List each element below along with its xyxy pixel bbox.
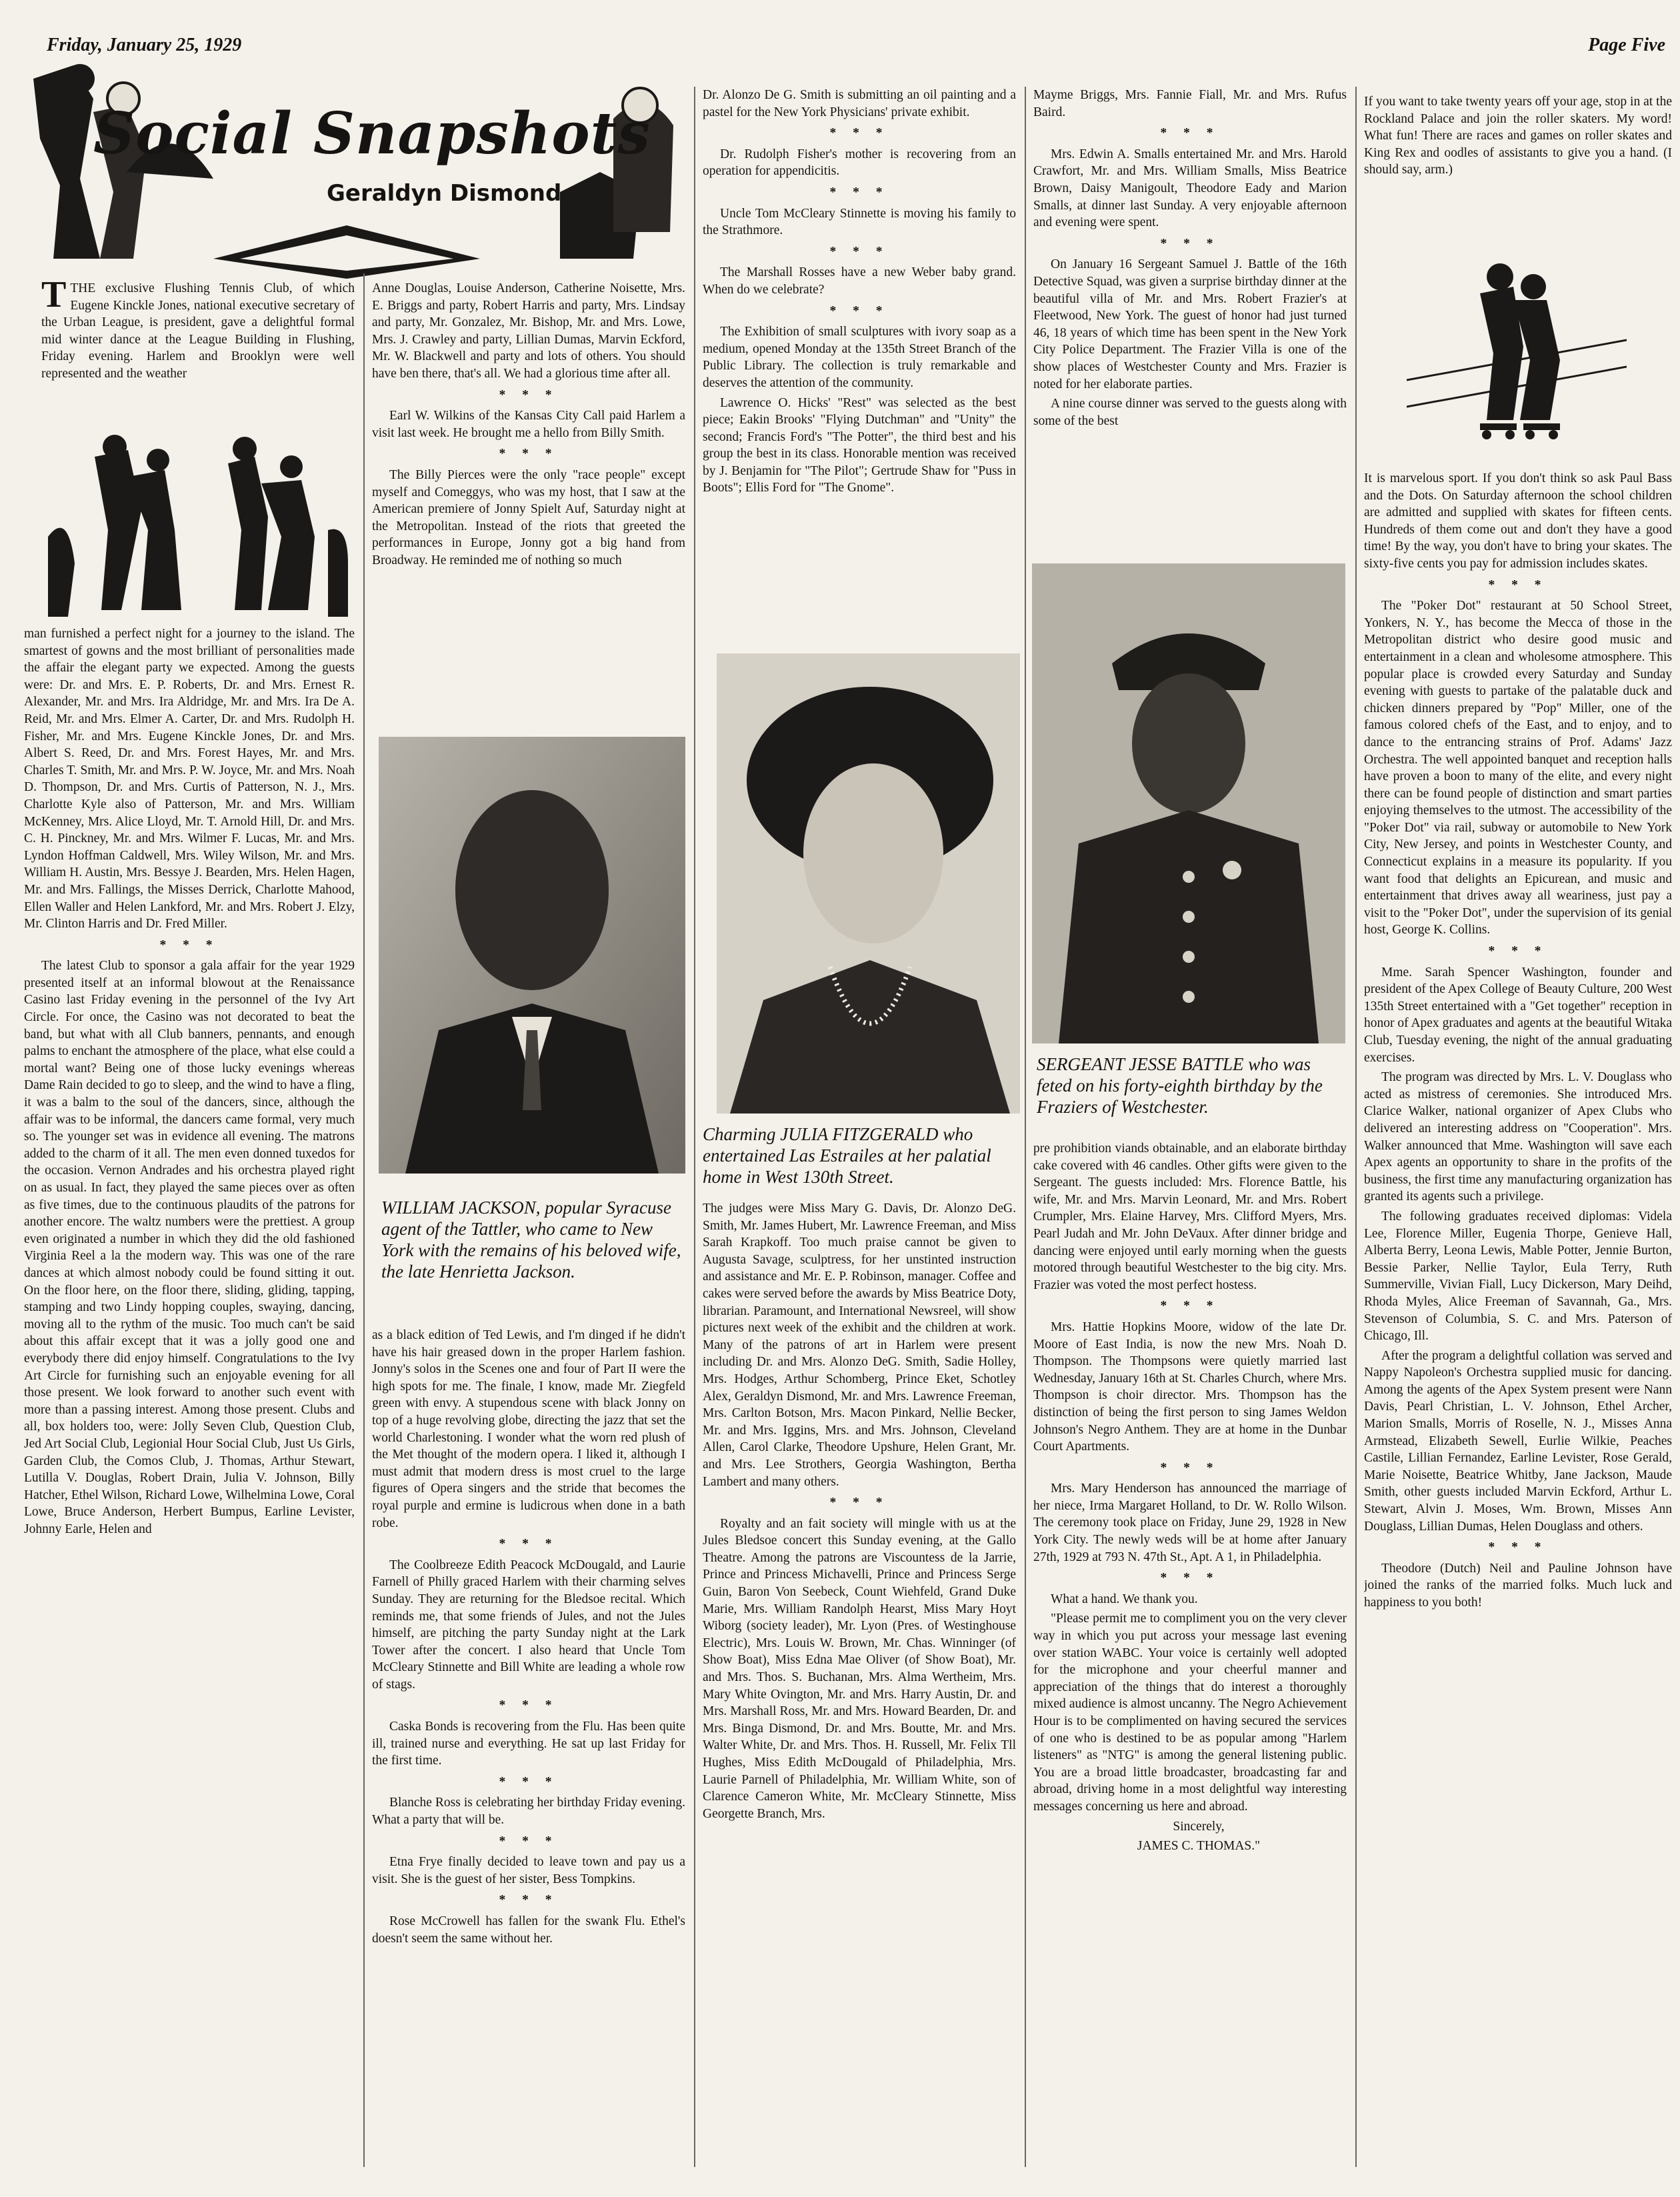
column-1 bbox=[24, 625, 355, 2167]
article-paragraph: The Exhibition of small sculptures with ivory soap as a medium, opened Monday at the 135th Street Branch of the Public Library. The collection is truly remarkable and deserves the attention of the community. bbox=[703, 325, 1016, 390]
article-paragraph: Anne Douglas, Louise Anderson, Catherine Noisette, Mrs. E. Briggs and party, Robert Harris and party, Mrs. Lindsay and party, Mr. Gonzalez, Mr. Bishop, Mr. and Mrs. Lowe, Mrs. J. Crawley and party, Lillian Dumas, Marvin Eckford, Mr. W. Blackwell and party and lots of others. You should have ben there, that's all. We had a glorious time after all. bbox=[372, 281, 685, 381]
section-separator: * * * bbox=[1160, 126, 1220, 141]
article-paragraph: "Please permit me to compliment you on the very clever way in which you put across your message last evening over station WABC. Your voice is certainly well adopted for the microphone and your cheerful manner and appreciation of the things that do interest a thoroughly mixed audience is almost uncanny. The Negro Achievement Hour is to be complimented on having secured the services of one who is destined to be as popular among "Harlem listeners" as "NTG" is among the general listening public. You are a broad little broadcaster, broadcasting far and abroad, driving home in a most delightful way interesting messages concerning us here and abroad. bbox=[1033, 1612, 1347, 1814]
section-separator: * * * bbox=[499, 1698, 559, 1713]
article-paragraph: Rose McCrowell has fallen for the swank Flu. Ethel's doesn't seem the same without her. bbox=[372, 1914, 685, 1946]
column-rule bbox=[694, 87, 695, 2167]
article-paragraph: pre prohibition viands obtainable, and an elaborate birthday cake covered with 46 candles. Other gifts were given to the Sergeant. The guests included: Mrs. Florence Battle, his wife, Mr. and Mrs. Marvin Leonard, Mr. and Mrs. Robert Crumpler, Mrs. Elaine Harvey, Mrs. Clifford Myers, Mrs. Pearl Judah and Mr. John DeVaux. After dinner bridge and dancing were enjoyed until early morning when the guests motored through beautiful Westchester to the big city. Mrs. Frazier was voted the most perfect hostess. bbox=[1033, 1142, 1347, 1292]
dancing-couples-illustration bbox=[41, 430, 355, 623]
article-paragraph: What a hand. We thank you. bbox=[1051, 1592, 1198, 1606]
article-paragraph: The "Poker Dot" restaurant at 50 School Street, Yonkers, N. Y., has become the Mecca of those in the Metropolitan district who desire good music and entertainment in a clean and wholesome atmosphere. This popular place is crowded every Saturday and Sunday evening with guests to partake of the palatable duck and chicken dinners prepared by "Pop" Miller, one of the famous colored chefs of the East, and to enjoy, and to dance to the entrancing strains of Prof. Adams' Jazz Orchestra. The well appointed banquet and reception halls have proven a boon to many of the elite, and every night there can be found people of distinction and smart parties enjoying themselves to the utmost. The accessibility of the "Poker Dot" via rail, subway or automobile to New York City, New Jersey, and points in Westchester County, and Connecticut explains in a measure its popularity. If you want food that delights an Epicurean, and music and entertainment that drives away all weariness, just pay a visit to the "Poker Dot", under the supervision of its genial host, George K. Collins. bbox=[1364, 599, 1672, 937]
william-jackson-photo bbox=[379, 737, 685, 1174]
battle-caption: SERGEANT JESSE BATTLE who was feted on his forty-eighth birthday by the Fraziers of Westchester. bbox=[1037, 1054, 1323, 1117]
section-separator: * * * bbox=[1160, 236, 1220, 251]
article-paragraph: Theodore (Dutch) Neil and Pauline Johnson have joined the ranks of the married folks. Much luck and happiness to you both! bbox=[1364, 1561, 1672, 1610]
section-separator: * * * bbox=[499, 1834, 559, 1848]
article-paragraph: Uncle Tom McCleary Stinnette is moving his family to the Strathmore. bbox=[703, 206, 1016, 238]
article-paragraph: Dr. Alonzo De G. Smith is submitting an oil painting and a pastel for the New York Physicians' private exhibit. bbox=[703, 88, 1016, 119]
portrait-man-image bbox=[379, 737, 685, 1174]
article-paragraph: TTHE exclusive Flushing Tennis Club, of which Eugene Kinckle Jones, national executive secretary of the Urban League, is president, gave a delightful formal mid winter dance at the League Building in Flushing, Friday evening. Harlem and Brooklyn were well represented and the weather bbox=[41, 280, 355, 381]
article-paragraph: Mrs. Hattie Hopkins Moore, widow of the late Dr. Moore of East India, is now the new Mrs. Noah D. Thompson. The Thompsons were quietly married last Wednesday, January 16th at St. Charles Church, where Mrs. Thompson is choir director. Mrs. Thompson has the distinction of being the first person to sing James Weldon Johnson's Negro Anthem. They are at home in the Dunbar Court Apartments. bbox=[1033, 1320, 1347, 1454]
article-paragraph: Mrs. Mary Henderson has announced the marriage of her niece, Irma Margaret Holland, to Dr. W. Rollo Wilson. The ceremony took place on Friday, June 29, 1928 in New York City. The newly weds will be at home after January 27th, 1929 at 793 N. 47th St., Apt. A 1, in Philadelphia. bbox=[1033, 1482, 1347, 1564]
letter-signature: JAMES C. THOMAS." bbox=[1137, 1839, 1261, 1854]
article-paragraph: as a black edition of Ted Lewis, and I'm dinged if he didn't have his hair greased down in the proper Harlem fashion. Jonny's solos in the Scenes one and four of Part II were the high spots for me. The finale, I know, made Mr. Ziegfeld green with envy. A stupendous scene with black Jonny on top of a huge revolving globe, directing the jazz that set the world Charlestoning. I wonder what the worn red plush of the Met thought of the modern opera. I liked it, although I must admit that modern dress is most cruel to the large figures of Opera singers and the stride that becomes the royal purple and ermine is ludicrous when done in a bath robe. bbox=[372, 1328, 685, 1530]
fitzgerald-caption: Charming JULIA FITZGERALD who entertained Las Estrailes at her palatial home in West 130th Street. bbox=[703, 1124, 991, 1187]
column-rule bbox=[1025, 87, 1026, 2167]
section-separator: * * * bbox=[829, 244, 889, 259]
column-4 bbox=[1033, 1140, 1347, 2167]
column-byline: Geraldyn Dismond bbox=[327, 180, 562, 207]
section-separator: * * * bbox=[499, 447, 559, 461]
article-paragraph: man furnished a perfect night for a journey to the island. The smartest of gowns and the most brilliant of personalities made the affair the elegant party we expected. Among the guests were: Dr. and Mrs. E. P. Roberts, Dr. and Mrs. Ernest R. Alexander, Mr. and Mrs. Ira Aldridge, Mr. and Mrs. Ira De A. Reid, Mr. and Mrs. Elmer A. Carter, Dr. and Mrs. Rudolph H. Fisher, Mr. and Mrs. Eugene Kinckle Jones, Dr. and Mrs. Albert S. Reed, Dr. and Mrs. Forest Hayes, Mr. and Mrs. Charles T. Smith, Mr. and Mrs. P. W. Joyce, Mr. and Mrs. Noah D. Thompson, Dr. and Mrs. Curtis of Patterson, N. J., Mrs. Charlotte Kyle also of Patterson, Mr. and Mrs. William McKenney, Mrs. Alice Lloyd, Mr. T. Arnold Hill, Dr. and Mrs. C. H. Pinckney, Mr. and Mrs. Wilmer F. Lucas, Mr. and Mrs. Lyndon Hoffman Caldwell, Mrs. Wiley Wilson, Mr. and Mrs. William H. Austin, Mrs. Bessye J. Bearden, Mrs. Helen Hagen, Mr. and Mrs. Fallings, the Misses Derrick, Charlotte Mahood, Ellen Waller and Helen Lankford, Mr. and Mrs. Robert J. Elzy, Mr. Clinton Harris and Dr. Fred Miller. bbox=[24, 627, 355, 931]
masthead-illustration bbox=[13, 59, 683, 279]
column-3-top bbox=[703, 87, 1016, 633]
section-separator: * * * bbox=[159, 937, 219, 952]
article-paragraph: The program was directed by Mrs. L. V. Douglass who acted as mistress of ceremonies. She introduced Mrs. Clarice Walker, national organizer of Apex Clubs who delivered an interesting address on "Cooperation". Mrs. Walker announced that Mme. Washington will save each Apex agents an opportunity to share in the profits of the business, the first time any manufacturing organization has granted its agents such a privilege. bbox=[1364, 1070, 1672, 1204]
section-separator: * * * bbox=[1160, 1299, 1220, 1314]
column-2-top bbox=[372, 280, 685, 717]
section-separator: * * * bbox=[1488, 1540, 1548, 1555]
roller-skaters-illustration bbox=[1407, 260, 1627, 460]
column-rule bbox=[363, 273, 365, 2167]
article-paragraph: Etna Frye finally decided to leave town and pay us a visit. She is the guest of her sister, Bess Tompkins. bbox=[372, 1855, 685, 1886]
column-rule bbox=[1355, 87, 1357, 2167]
column-1-top bbox=[41, 280, 355, 429]
section-separator: * * * bbox=[1160, 1460, 1220, 1475]
section-separator: * * * bbox=[499, 1774, 559, 1789]
article-paragraph: A nine course dinner was served to the guests along with some of the best bbox=[1033, 397, 1347, 428]
article-paragraph: The latest Club to sponsor a gala affair for the year 1929 presented itself at an informal blowout at the Renaissance Casino last Friday evening in the personnel of the Ivy Art Circle. For once, the Casino was not decorated to beat the band, but what with all Club banners, pennants, and enough palms to enchant the atmosphere of the place, what else could a mortal want? Being one of those lucky evenings whereas Dame Rain decided to go to sleep, and the wind to have a fling, it was a balm to the soul of the dancers, since, although the affair was to be informal, the dancers came formal, very much so. The younger set was in evidence all evening. The matrons added to the charm of it all. The men even donned tuxedos for the occasion. Vernon Andrades and his orchestra played right on as usual. In fact, they played the same pieces over as often as five times, due to the continuous plaudits of the patrons for another encore. The waltz numbers were the prettiest. A group even originated a number in which they did the old fashioned Virginia Reel a la the modern way. This was one of the rare dances at which almost nobody could be found sitting it out. On the floor here, on the floor there, sliding, gliding, tapping, stamping and two Lindy hopping couples, swaying, dancing, moving all to the rythm of the music. Too much can't be said about this affair except that it was a jolly good one and everybody there did enjoy himself. Congratulations to the Ivy Art Circle for furnishing such an enjoyable evening for all those present. We look forward to another such event with more than a passing interest. Among those present. Clubs and all, box holders too, were: Jolly Seven Club, Question Club, Jed Art Social Club, Legionial Hour Social Club, Just Us Girls, Garden Club, the Comos Club, J. Thomas, Arthur Stewart, Lutilla V. Douglas, Robert Drain, Julia V. Johnson, Billy Hatcher, Ethel Wilson, Richard Lowe, Wilhelmina Lowe, Coral Lowe, Bruce Anderson, Herbert Bumpus, Earline Levister, Johnny Earle, Helen and bbox=[24, 959, 355, 1536]
article-paragraph: It is marvelous sport. If you don't think so ask Paul Bass and the Dots. On Saturday afternoon the school children are admitted and supplied with skates for fifteen cents. Hundreds of them come out and don't they have a good time! By the way, you don't have to bring your skates. The sixty-five cents you pay for admission includes skates. bbox=[1364, 471, 1672, 571]
section-separator: * * * bbox=[829, 126, 889, 141]
column-5 bbox=[1364, 470, 1672, 2167]
section-separator: * * * bbox=[1488, 944, 1548, 959]
section-separator: * * * bbox=[499, 387, 559, 402]
article-paragraph: The Coolbreeze Edith Peacock McDougald, and Laurie Farnell of Philly graced Harlem with their charming selves Sunday. They are returning for the Bledsoe recital. Which reminds me, that some friends of Jules, and not the Jules himself, are pitching the party Sunday night at the Lark Tower after the concert. I also heard that Uncle Tom McCleary Stinnette and Bill White are leading a whole row of stags. bbox=[372, 1558, 685, 1692]
column-3 bbox=[703, 1200, 1016, 2167]
issue-date: Friday, January 25, 1929 bbox=[47, 35, 242, 55]
column-5-top bbox=[1364, 93, 1672, 267]
article-paragraph: The following graduates received diplomas: Videla Lee, Florence Miller, Eugenia Thorpe, Genieve Hall, Alberta Berry, Leona Lewis, Mable Potter, Jennie Burton, Bessie Parker, Nellie Taylor, Eula Terry, Ruth Summerville, Vivian Fiall, Lucy Dickerson, Mary Deihd, Rhoda Myles, Alice Freeman of Savannah, Ga., Mrs. Stevenson of Columbia, S. C. and Mrs. Paterson of Chicago, Ill. bbox=[1364, 1209, 1672, 1344]
article-paragraph: Caska Bonds is recovering from the Flu. Has been quite ill, trained nurse and everything. He sat up last Friday for the first time. bbox=[372, 1720, 685, 1768]
jesse-battle-photo bbox=[1032, 563, 1345, 1043]
column-title: Social Snapshots bbox=[93, 100, 651, 167]
letter-closing: Sincerely, bbox=[1173, 1819, 1225, 1834]
section-separator: * * * bbox=[829, 303, 889, 318]
article-paragraph: The Marshall Rosses have a new Weber baby grand. When do we celebrate? bbox=[703, 265, 1016, 297]
article-paragraph: If you want to take twenty years off your age, stop in at the Rockland Palace and join the roller skaters. My word! What fun! There are races and games on roller skates and King Rex and oodles of assistants to give you a hand. (I should say, arm.) bbox=[1364, 95, 1672, 177]
article-paragraph: On January 16 Sergeant Samuel J. Battle of the 16th Detective Squad, was given a surprise birthday dinner at the beautiful villa of Mr. and Mrs. Robert Frazier's at Fleetwood, New York. The guest of honor had just turned 46, 18 years of which time has been spent in the New York City Police Department. The Frazier Villa is one of the show places of Westchester County and Mrs. Frazier is noted for her elaborate parties. bbox=[1033, 257, 1347, 391]
article-paragraph: Blanche Ross is celebrating her birthday Friday evening. What a party that will be. bbox=[372, 1796, 685, 1828]
article-paragraph: The judges were Miss Mary G. Davis, Dr. Alonzo DeG. Smith, Mr. James Hubert, Mr. Lawrence Freeman, and Miss Sarah Krapkoff. Too much praise cannot be given to Augusta Savage, sculptress, for her unstinted instruction and assistance and Mr. E. P. Robinson, manager. Coffee and cakes were served before the awards by Miss Beatrice Doty, librarian. Paramount, and International Newsreel, will show pictures next week of the exhibit and the children at work. Many of the patrons of art in Harlem were present including Dr. and Mrs. Alonzo DeG. Smith, Sadie Holley, Mrs. Hodges, Arthur Schomberg, Prince Eket, Schotley Alex, Geraldyn Dismond, Mr. and Mrs. Lawrence Freeman, Mrs. Carlton Botson, Mrs. Macon Pinkard, Nellie Becker, Mr. and Mrs. Iggins, Mrs. and Mrs. Johnson, Cleveland Allen, Carol Clarke, Theodore Upshure, Helen Grant, Mr. and Mrs. Lee Strothers, Georgia Washington, Bertha Lambert and many others. bbox=[703, 1202, 1016, 1489]
section-separator: * * * bbox=[499, 1537, 559, 1552]
jackson-caption: WILLIAM JACKSON, popular Syracuse agent of the Tattler, who came to New York with the remains of his beloved wife, the late Henrietta Jackson. bbox=[381, 1198, 681, 1282]
article-paragraph: Dr. Rudolph Fisher's mother is recovering from an operation for appendicitis. bbox=[703, 147, 1016, 179]
column-masthead bbox=[13, 59, 683, 279]
article-paragraph: Lawrence O. Hicks' "Rest" was selected as the best piece; Eakin Brooks' "Flying Dutchman" and "Unity" the second; Francis Ford's "The Potter", the third best and his group the best in its class. Honorable mention was received by J. Benjamin for "The Pilot"; Gertrude Shaw for "Puss in Boots"; Ellis Ford for "The Gnome". bbox=[703, 395, 1016, 495]
article-paragraph: After the program a delightful collation was served and Nappy Napoleon's Orchestra supplied music for dancing. Among the agents of the Apex System present were Nann Davis, Pearl Christian, L. V. Johnson, Ethel Archer, Marion Smalls, Morris of Roselle, N. J., Misses Anna Armstead, Elizabeth Sewell, Eurlie Wilkie, Peaches Castile, Lillian Fernandez, Earline Levister, Rose Gerald, Marie Noisette, Beatrice Whitby, Jane Jackson, Maude Smith, other guests included Marvin Eckford, Arthur L. Stewart, Alvin J. Moses, Wm. Brown, Misses Ann Douglass, Lillian Dumas, Helen Douglass and others. bbox=[1364, 1348, 1672, 1534]
article-paragraph: Mme. Sarah Spencer Washington, founder and president of the Apex College of Beauty Culture, 200 West 135th Street entertained with a "Get together" reception in honor of Apex graduates and agents at the beautiful Witaka Club, Tuesday evening, the night of the annual graduating exercises. bbox=[1364, 965, 1672, 1065]
portrait-woman-image bbox=[717, 653, 1020, 1114]
julia-fitzgerald-photo bbox=[717, 653, 1020, 1114]
article-paragraph: Mayme Briggs, Mrs. Fannie Fiall, Mr. and Mrs. Rufus Baird. bbox=[1033, 88, 1347, 119]
article-paragraph: The Billy Pierces were the only "race people" except myself and Comeggys, who was my host, that I saw at the American premiere of Jonny Spielt Auf, Saturday night at the Metropolitan. Instead of the riots that greeted the performances in Europe, Jonny got a big hand from Broadway. He reminded me of nothing so much bbox=[372, 467, 685, 567]
column-4-top bbox=[1033, 87, 1347, 547]
portrait-police-sergeant-image bbox=[1032, 563, 1345, 1043]
section-separator: * * * bbox=[829, 1496, 889, 1510]
article-paragraph: Mrs. Edwin A. Smalls entertained Mr. and Mrs. Harold Crawfort, Mr. and Mrs. William Smalls, Miss Beatrice Brown, Daisy Manigoult, Theodore Eady and Marion Smalls, at dinner last Sunday. A very enjoyable afternoon and evening were spent. bbox=[1033, 147, 1347, 230]
page-number: Page Five bbox=[1588, 35, 1665, 55]
section-separator: * * * bbox=[1160, 1571, 1220, 1586]
article-paragraph: Royalty and an fait society will mingle with us at the Jules Bledsoe concert this Sunday evening, at the Gallo Theatre. Among the patrons are Viscountess de la Jarrie, Prince and Princess Michavelli, Prince and Princess Serge Guin, Baron Von Seebeck, Count Wiehfeld, Grand Duke Marie, Mrs. William Randolph Hearst, Miss Mary Hoyt Wiborg (society leader), Mr. Lyon (Pres. of Westinghouse Electric), Mrs. Louis W. Brown, Mr. Chas. Winninger (of Show Boat), Miss Edna Mae Oliver (of Show Boat), Mr. and Mrs. Thos. S. Buchanan, Mrs. Alma Wertheim, Mrs. Mary White Ovington, Mr. and Mrs. Harry Austin, Dr. and Mrs. Marshall Ross, Mr. and Mrs. Howard Bearden, Dr. and Mrs. Binga Dismond, Dr. and Mrs. Boutte, Mr. and Mrs. Walter White, Dr. and Mrs. Thos. H. Russell, Mr. Felix Tll Hughes, Miss Edith McDougald of Philadelphia, Mrs. Laurie Parnell of Philadelphia, Mr. William White, son of Clarence Cameron White, Mr. McCleary Stinnette, Miss Georgette Branch, Mrs. bbox=[703, 1516, 1016, 1821]
section-separator: * * * bbox=[1488, 577, 1548, 592]
article-paragraph: Earl W. Wilkins of the Kansas City Call paid Harlem a visit last week. He brought me a hello from Billy Smith. bbox=[372, 409, 685, 440]
section-separator: * * * bbox=[499, 1893, 559, 1908]
section-separator: * * * bbox=[829, 185, 889, 199]
column-2 bbox=[372, 1327, 685, 2167]
